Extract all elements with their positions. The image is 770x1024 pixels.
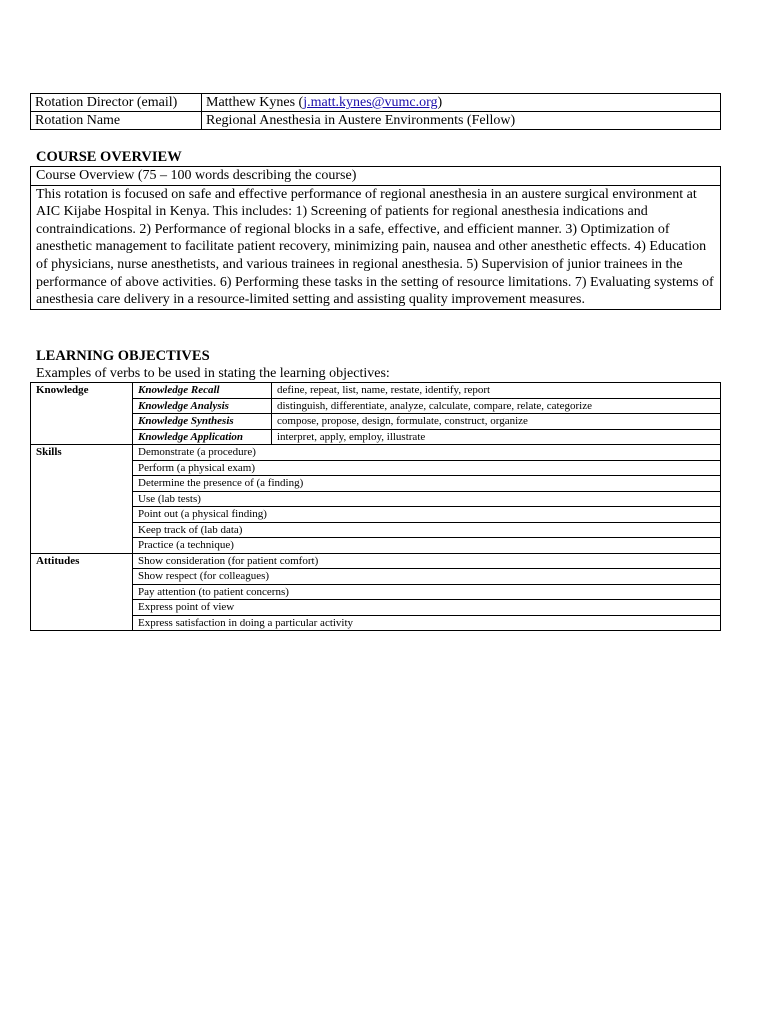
knowledge-verbs: define, repeat, list, name, restate, identify, report bbox=[272, 383, 721, 399]
skill-item: Determine the presence of (a finding) bbox=[133, 476, 721, 492]
skills-row bbox=[31, 445, 721, 461]
attitude-item: Express point of view bbox=[133, 600, 721, 616]
knowledge-verbs: distinguish, differentiate, analyze, calculate, compare, relate, categorize bbox=[272, 398, 721, 414]
course-overview-heading: COURSE OVERVIEW bbox=[36, 149, 182, 165]
skill-item: Perform (a physical exam) bbox=[133, 460, 721, 476]
knowledge-row bbox=[31, 414, 721, 430]
knowledge-row bbox=[31, 383, 721, 399]
rotation-name-row bbox=[31, 112, 721, 130]
knowledge-row bbox=[31, 398, 721, 414]
learning-objectives-table bbox=[30, 382, 721, 631]
skill-item: Keep track of (lab data) bbox=[133, 522, 721, 538]
knowledge-type: Knowledge Recall bbox=[133, 383, 272, 399]
director-email-link[interactable]: j.matt.kynes@vumc.org bbox=[303, 95, 438, 110]
skills-row bbox=[31, 507, 721, 523]
director-close-paren: ) bbox=[437, 95, 443, 110]
attitudes-category-label: Attitudes bbox=[31, 553, 133, 631]
knowledge-verbs: interpret, apply, employ, illustrate bbox=[272, 429, 721, 445]
knowledge-type: Knowledge Synthesis bbox=[133, 414, 272, 430]
attitude-item: Show respect (for colleagues) bbox=[133, 569, 721, 585]
attitudes-row bbox=[31, 584, 721, 600]
course-overview-table bbox=[30, 166, 721, 310]
learning-objectives-heading: LEARNING OBJECTIVES bbox=[36, 348, 210, 364]
knowledge-row bbox=[31, 429, 721, 445]
attitudes-row bbox=[31, 553, 721, 569]
skill-item: Demonstrate (a procedure) bbox=[133, 445, 721, 461]
skills-row bbox=[31, 460, 721, 476]
skills-row bbox=[31, 476, 721, 492]
attitude-item: Show consideration (for patient comfort) bbox=[133, 553, 721, 569]
rotation-director-row bbox=[31, 94, 721, 112]
rotation-director-label: Rotation Director (email) bbox=[31, 94, 202, 112]
skills-category-label: Skills bbox=[31, 445, 133, 554]
rotation-director-value bbox=[202, 94, 721, 112]
course-overview-body: This rotation is focused on safe and effective performance of regional anesthesia in an austere surgical environment at AIC Kijabe Hospital in Kenya. This includes: 1) Screening of patients for regional anesthesia indications and contraindications. 2) Performance of regional blocks in a safe, effective, and efficient manner. 3) Optimization of anesthetic management to facilitate patient recovery, minimizing pain, nausea and other anesthetic effects. 4) Education of physicians, nurse anesthetists, and various trainees in regional anesthesia. 5) Supervision of junior trainees in the performance of above activities. 6) Performing these tasks in the setting of resource limitations. 7) Evaluating systems of anesthesia care delivery in a resource-limited setting and assisting quality improvement measures. bbox=[31, 185, 721, 309]
rotation-info-table bbox=[30, 93, 721, 130]
knowledge-category-label: Knowledge bbox=[31, 383, 133, 445]
director-name: Matthew Kynes ( bbox=[206, 95, 304, 110]
attitude-item: Express satisfaction in doing a particular activity bbox=[133, 615, 721, 631]
rotation-name-label: Rotation Name bbox=[31, 112, 202, 130]
knowledge-type: Knowledge Analysis bbox=[133, 398, 272, 414]
skills-row bbox=[31, 522, 721, 538]
learning-objectives-intro: Examples of verbs to be used in stating the learning objectives: bbox=[36, 366, 390, 381]
course-overview-prompt: Course Overview (75 – 100 words describing the course) bbox=[31, 167, 721, 186]
skills-row bbox=[31, 538, 721, 554]
knowledge-type: Knowledge Application bbox=[133, 429, 272, 445]
rotation-name-value: Regional Anesthesia in Austere Environments (Fellow) bbox=[202, 112, 721, 130]
knowledge-verbs: compose, propose, design, formulate, construct, organize bbox=[272, 414, 721, 430]
skills-row bbox=[31, 491, 721, 507]
attitudes-row bbox=[31, 615, 721, 631]
skill-item: Practice (a technique) bbox=[133, 538, 721, 554]
attitudes-row bbox=[31, 569, 721, 585]
attitudes-row bbox=[31, 600, 721, 616]
attitude-item: Pay attention (to patient concerns) bbox=[133, 584, 721, 600]
skill-item: Point out (a physical finding) bbox=[133, 507, 721, 523]
skill-item: Use (lab tests) bbox=[133, 491, 721, 507]
